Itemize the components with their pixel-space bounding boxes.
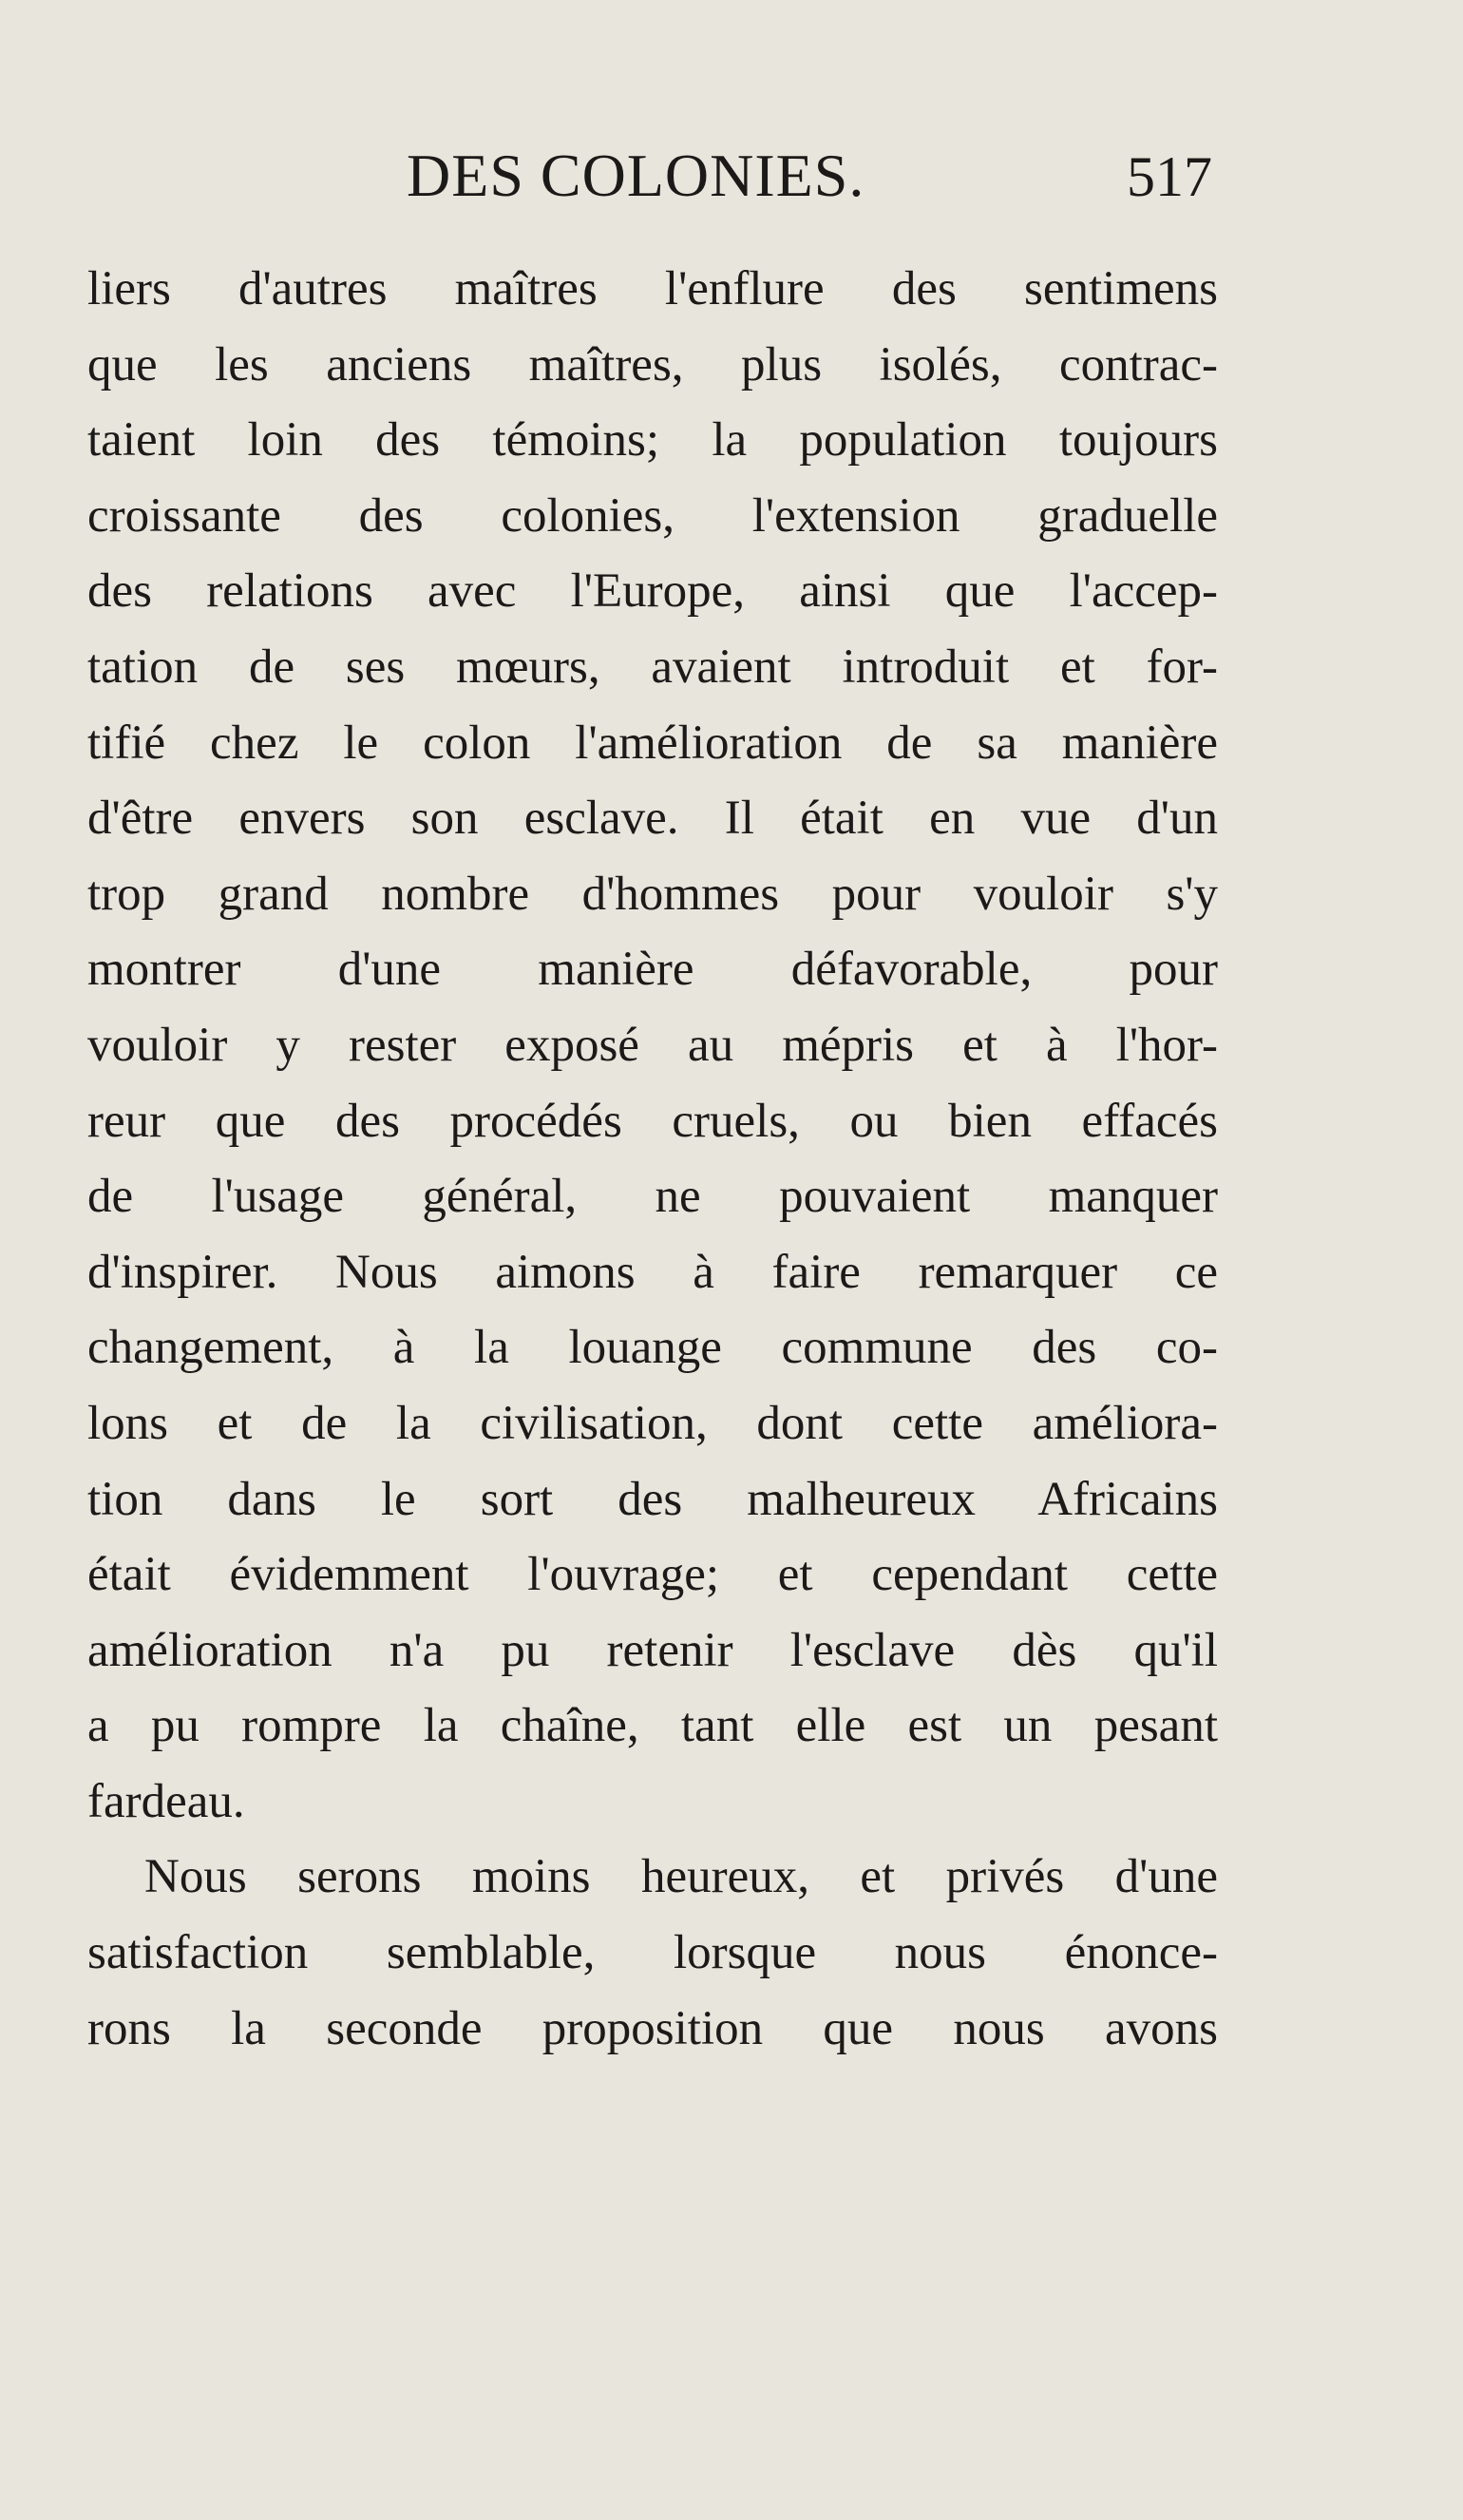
text-line: de l'usage général, ne pouvaient manquer [87,1170,1218,1224]
text-line: a pu rompre la chaîne, tant elle est un pesant [87,1699,1218,1753]
running-title: DES COLONIES. [407,142,865,209]
text-line: d'inspirer. Nous aimons à faire remarquer ce [87,1245,1218,1299]
text-line: lons et de la civilisation, dont cette améliora- [87,1396,1218,1450]
text-line: tation de ses mœurs, avaient introduit et for- [87,640,1218,694]
paragraph-end-line: fardeau. [87,1774,245,1828]
text-line: des relations avec l'Europe, ainsi que l'accep- [87,564,1218,619]
text-line: rons la seconde proposition que nous avons [87,2001,1218,2055]
page-number: 517 [1127,145,1212,208]
text-line: taient loin des témoins; la population toujours [87,413,1218,468]
text-line: vouloir y rester exposé au mépris et à l'hor- [87,1018,1218,1072]
body-text [87,252,1218,2067]
text-line: tion dans le sort des malheureux Africains [87,1472,1218,1526]
text-line: tifié chez le colon l'amélioration de sa manière [87,716,1218,770]
text-line: reur que des procédés cruels, ou bien effacés [87,1094,1218,1148]
text-line: était évidemment l'ouvrage; et cependant cette [87,1548,1218,1602]
text-line: croissante des colonies, l'extension graduelle [87,488,1218,543]
paragraph-start-line: Nous serons moins heureux, et privés d'une [144,1850,1218,1904]
text-line: d'être envers son esclave. Il était en vue d'un [87,792,1218,846]
text-line: trop grand nombre d'hommes pour vouloir s'y [87,867,1218,921]
text-line: liers d'autres maîtres l'enflure des sentimens [87,262,1218,315]
text-line: montrer d'une manière défavorable, pour [87,943,1218,997]
text-line: amélioration n'a pu retenir l'esclave dès qu'il [87,1623,1218,1677]
text-line: changement, à la louange commune des co- [87,1321,1218,1375]
page-header [0,141,1463,217]
text-line: satisfaction semblable, lorsque nous énonce- [87,1926,1218,1980]
text-line: que les anciens maîtres, plus isolés, contrac- [87,337,1218,391]
